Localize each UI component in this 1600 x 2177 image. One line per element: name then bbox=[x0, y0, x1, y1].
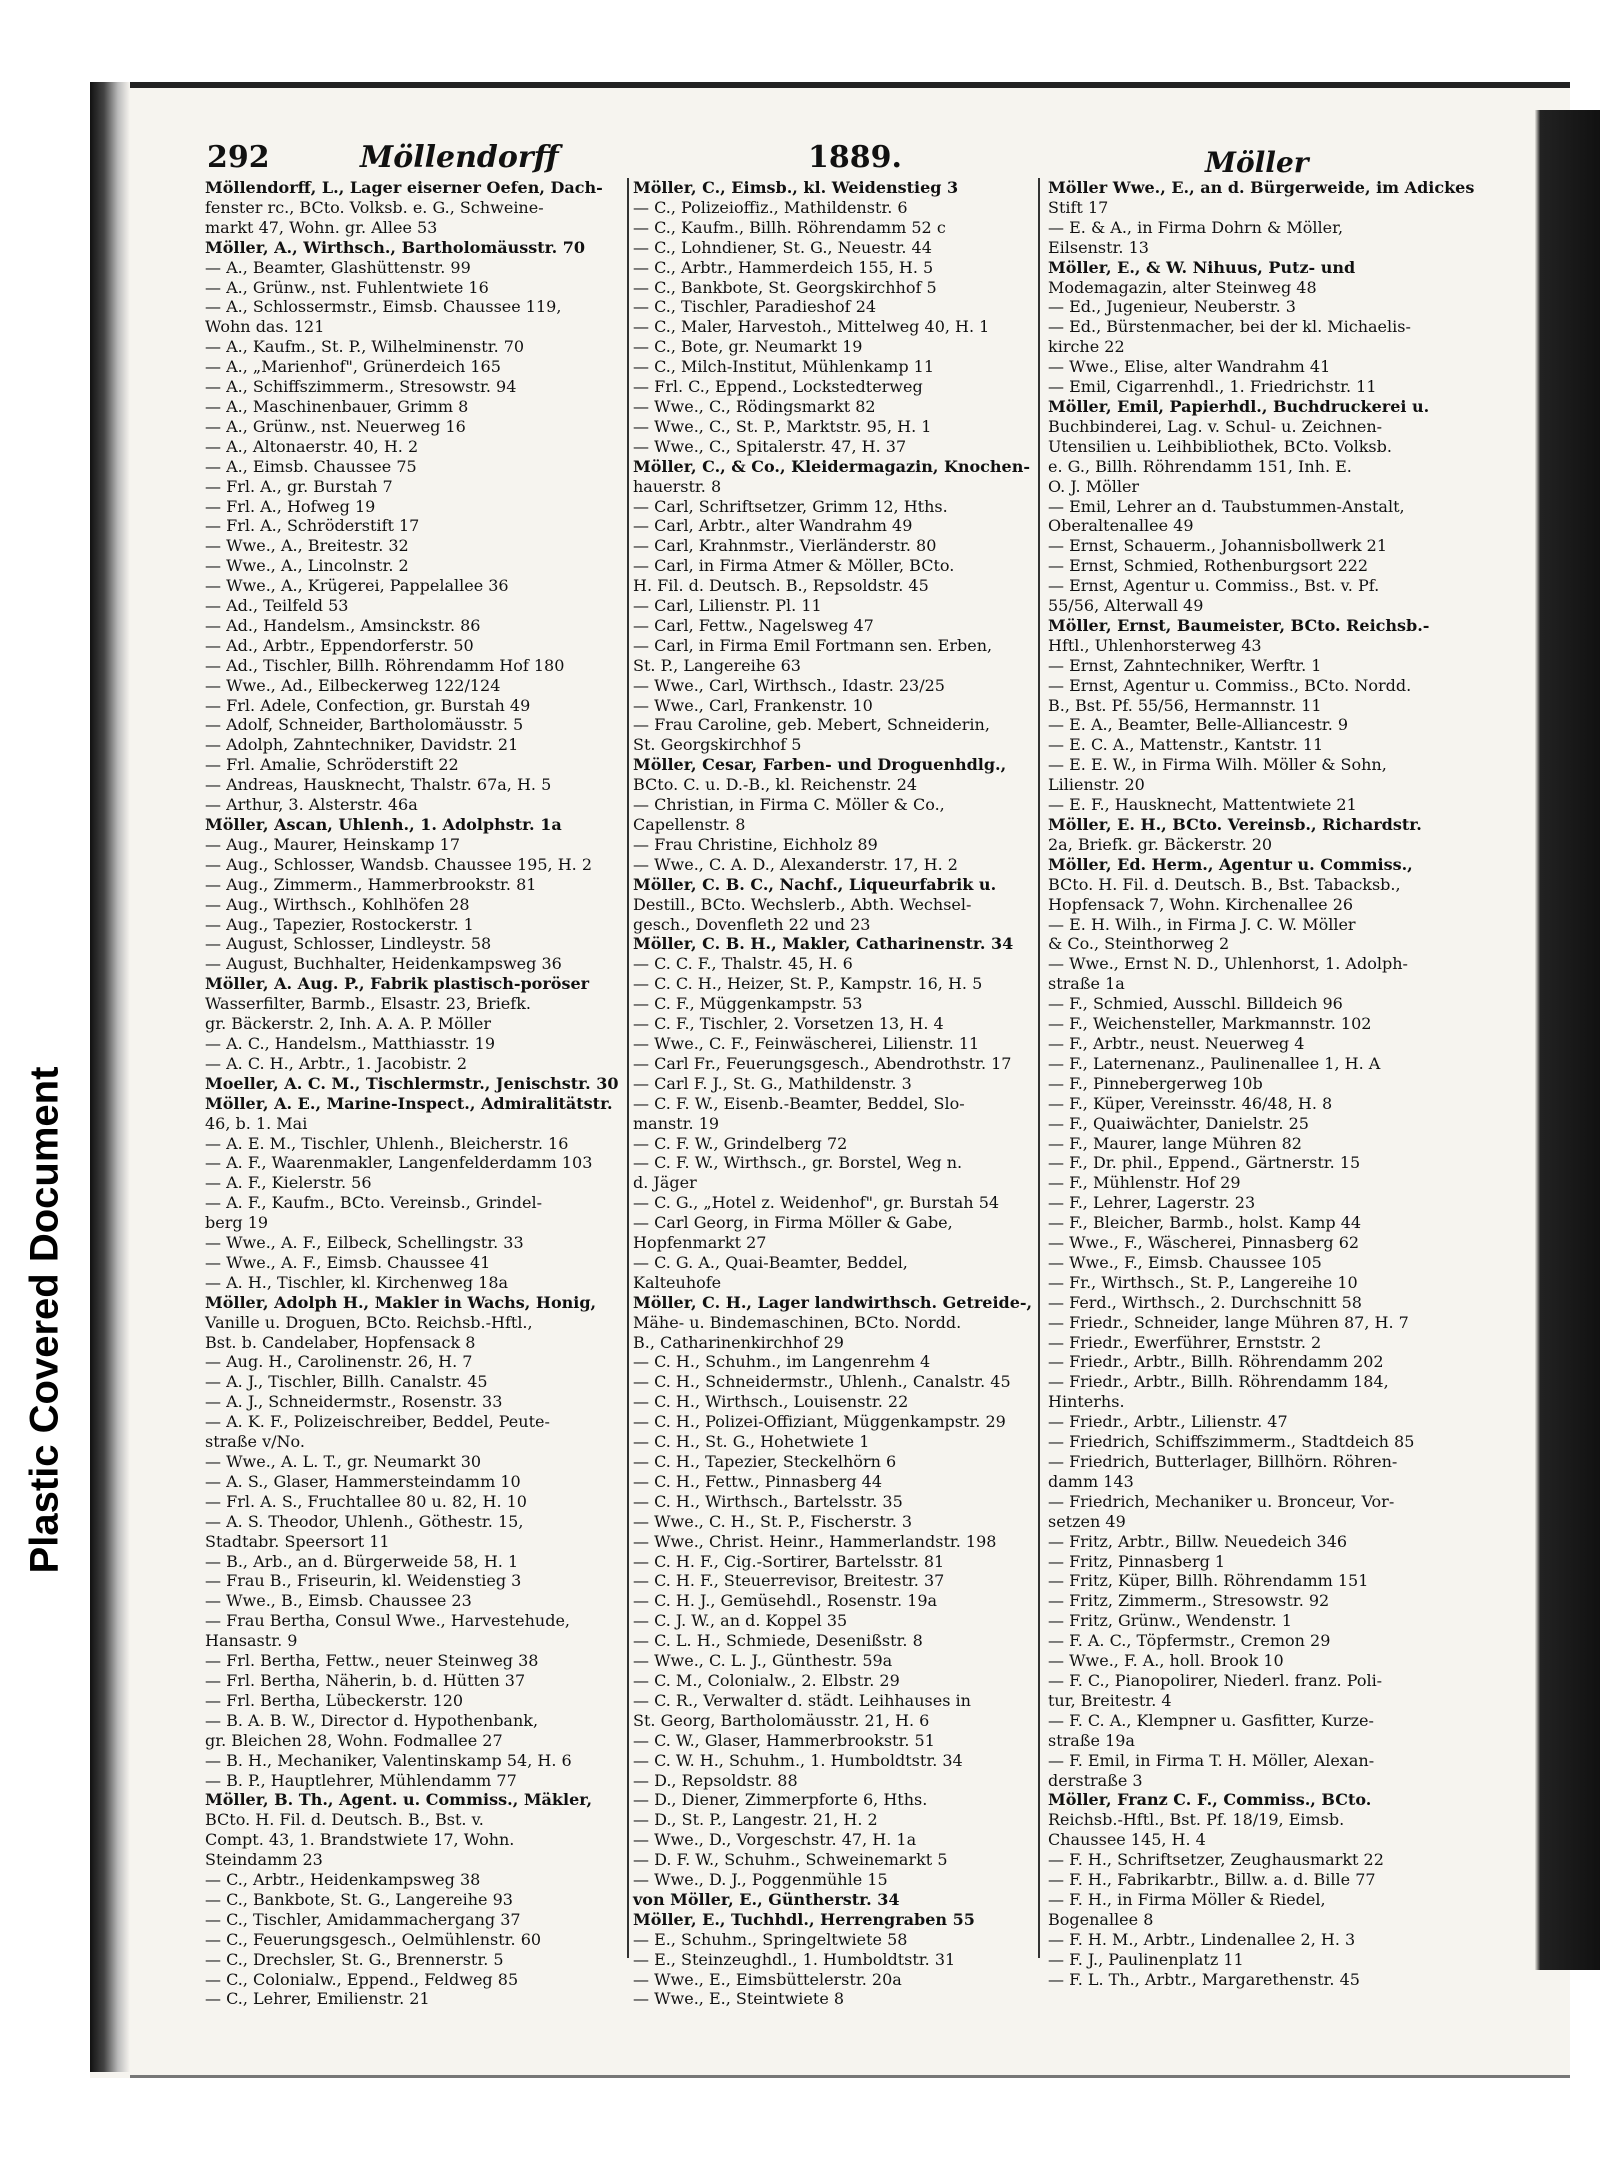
directory-line: — Carl, Fettw., Nagelsweg 47 bbox=[633, 615, 874, 635]
directory-line: — C., Polizeioffiz., Mathildenstr. 6 bbox=[633, 197, 908, 217]
directory-line: — Adolf, Schneider, Bartholomäusstr. 5 bbox=[205, 715, 524, 735]
plastic-covered-label bbox=[0, 1020, 90, 1620]
directory-line: — F. Emil, in Firma T. H. Möller, Alexan- bbox=[1048, 1750, 1375, 1770]
directory-line: — Frau B., Friseurin, kl. Weidenstieg 3 bbox=[205, 1571, 522, 1591]
directory-line: — C., Kaufm., Billh. Röhrendamm 52 c bbox=[633, 217, 946, 237]
directory-line: berg 19 bbox=[205, 1213, 269, 1233]
directory-line: d. Jäger bbox=[633, 1173, 697, 1193]
directory-line: Buchbinderei, Lag. v. Schul- u. Zeichnen- bbox=[1048, 416, 1383, 436]
directory-line: — Ernst, Schauerm., Johannisbollwerk 21 bbox=[1048, 536, 1388, 556]
directory-line: Eilsenstr. 13 bbox=[1048, 237, 1149, 257]
directory-line: — C. H., St. G., Hohetwiete 1 bbox=[633, 1432, 870, 1452]
directory-line: — Frl. A. S., Fruchtallee 80 u. 82, H. 10 bbox=[205, 1491, 527, 1511]
directory-line: — Fritz, Grünw., Wendenstr. 1 bbox=[1048, 1611, 1292, 1631]
directory-line: — A., Beamter, Glashüttenstr. 99 bbox=[205, 257, 471, 277]
directory-line: setzen 49 bbox=[1048, 1511, 1126, 1531]
plastic-covered-text: Plastic Covered Document bbox=[22, 1066, 67, 1574]
directory-line: — Ernst, Agentur u. Commiss., Bst. v. Pf. bbox=[1048, 576, 1380, 596]
directory-line: — Friedrich, Mechaniker u. Bronceur, Vor- bbox=[1048, 1491, 1395, 1511]
directory-line: — A., „Marienhof", Grünerdeich 165 bbox=[205, 357, 501, 377]
directory-line: Vanille u. Droguen, BCto. Reichsb.-Hftl., bbox=[205, 1312, 533, 1332]
directory-line: — Fritz, Arbtr., Billw. Neuedeich 346 bbox=[1048, 1531, 1348, 1551]
directory-line: — Frau Bertha, Consul Wwe., Harvestehude, bbox=[205, 1611, 571, 1631]
directory-line: — Fritz, Küper, Billh. Röhrendamm 151 bbox=[1048, 1571, 1369, 1591]
directory-line: Hftl., Uhlenhorsterweg 43 bbox=[1048, 635, 1262, 655]
directory-line: — A., Schiffszimmerm., Stresowstr. 94 bbox=[205, 377, 517, 397]
directory-line: — B. P., Hauptlehrer, Mühlendamm 77 bbox=[205, 1770, 517, 1790]
directory-line: Möller, Cesar, Farben- und Droguenhdlg., bbox=[633, 755, 1007, 775]
directory-line: — Wwe., Ad., Eilbeckerweg 122/124 bbox=[205, 675, 501, 695]
directory-line: Möller, Ernst, Baumeister, BCto. Reichsb.- bbox=[1048, 615, 1430, 635]
directory-line: & Co., Steinthorweg 2 bbox=[1048, 934, 1230, 954]
directory-line: 46, b. 1. Mai bbox=[205, 1113, 308, 1133]
directory-line: — C., Bankbote, St. G., Langereihe 93 bbox=[205, 1889, 513, 1909]
directory-line: Möller, Franz C. F., Commiss., BCto. bbox=[1048, 1790, 1372, 1810]
directory-line: — C. W. H., Schuhm., 1. Humboldtstr. 34 bbox=[633, 1750, 963, 1770]
directory-line: hauerstr. 8 bbox=[633, 476, 722, 496]
directory-line: — Adolph, Zahntechniker, Davidstr. 21 bbox=[205, 735, 519, 755]
directory-line: straße v/No. bbox=[205, 1432, 305, 1452]
directory-line: Kalteuhofe bbox=[633, 1272, 722, 1292]
directory-line: — A., Schlossermstr., Eimsb. Chaussee 119, bbox=[205, 297, 562, 317]
directory-line: — C. H., Polizei-Offiziant, Müggenkampstr. 29 bbox=[633, 1412, 1006, 1432]
directory-line: Utensilien u. Leihbibliothek, BCto. Volksb. bbox=[1048, 436, 1392, 456]
directory-line: straße 1a bbox=[1048, 974, 1125, 994]
directory-line: gr. Bleichen 28, Wohn. Fodmallee 27 bbox=[205, 1730, 503, 1750]
directory-line: — Wwe., F., Wäscherei, Pinnasberg 62 bbox=[1048, 1233, 1360, 1253]
directory-line: — A. K. F., Polizeischreiber, Beddel, Peute- bbox=[205, 1412, 550, 1432]
directory-line: — F., Bleicher, Barmb., holst. Kamp 44 bbox=[1048, 1213, 1362, 1233]
directory-line: — C. H. F., Steuerrevisor, Breitestr. 37 bbox=[633, 1571, 945, 1591]
directory-line: Möller, E., & W. Nihuus, Putz- und bbox=[1048, 257, 1356, 277]
directory-line: Möller, Ed. Herm., Agentur u. Commiss., bbox=[1048, 854, 1413, 874]
directory-line: — F. H., Schriftsetzer, Zeughausmarkt 22 bbox=[1048, 1850, 1384, 1870]
directory-line: Capellenstr. 8 bbox=[633, 815, 746, 834]
directory-line: — Christian, in Firma C. Möller & Co., bbox=[633, 795, 945, 815]
directory-line: — C. H., Schuhm., im Langenrehm 4 bbox=[633, 1352, 931, 1372]
directory-line: — C. R., Verwalter d. städt. Leihhauses in bbox=[633, 1690, 971, 1710]
directory-line: Möller, C. B. C., Nachf., Liqueurfabrik u. bbox=[633, 874, 997, 894]
directory-line: gesch., Dovenfleth 22 und 23 bbox=[633, 914, 871, 934]
directory-line: e. G., Billh. Röhrendamm 151, Inh. E. bbox=[1048, 456, 1352, 476]
directory-line: — C. M., Colonialw., 2. Elbstr. 29 bbox=[633, 1670, 900, 1690]
directory-line: — Wwe., A. F., Eimsb. Chaussee 41 bbox=[205, 1252, 491, 1272]
directory-line: Möller, Ascan, Uhlenh., 1. Adolphstr. 1a bbox=[205, 815, 562, 834]
directory-line: Möller, Adolph H., Makler in Wachs, Honig, bbox=[205, 1292, 597, 1312]
directory-line: — Arthur, 3. Alsterstr. 46a bbox=[205, 795, 418, 815]
directory-line: — Carl, Schriftsetzer, Grimm 12, Hths. bbox=[633, 496, 948, 516]
directory-line: — Wwe., Christ. Heinr., Hammerlandstr. 198 bbox=[633, 1531, 997, 1551]
directory-line: 2a, Briefk. gr. Bäckerstr. 20 bbox=[1048, 834, 1273, 854]
directory-line: — D., Diener, Zimmerpforte 6, Hths. bbox=[633, 1790, 928, 1810]
directory-line: — E. & A., in Firma Dohrn & Möller, bbox=[1048, 217, 1344, 237]
directory-line: — Ad., Handelsm., Amsinckstr. 86 bbox=[205, 615, 481, 635]
directory-line: Compt. 43, 1. Brandstwiete 17, Wohn. bbox=[205, 1830, 515, 1850]
directory-line: straße 19a bbox=[1048, 1730, 1135, 1750]
directory-line: — A. F., Kielerstr. 56 bbox=[205, 1173, 372, 1193]
directory-line: Möller, A., Wirthsch., Bartholomäusstr. 70 bbox=[205, 237, 586, 257]
directory-line: — Ad., Tischler, Billh. Röhrendamm Hof 180 bbox=[205, 655, 565, 675]
directory-line: — B., Arb., an d. Bürgerweide 58, H. 1 bbox=[205, 1551, 519, 1571]
directory-line: — C. L. H., Schmiede, Desenißstr. 8 bbox=[633, 1631, 923, 1651]
directory-line: — Friedrich, Schiffszimmerm., Stadtdeich 85 bbox=[1048, 1432, 1415, 1452]
directory-line: — F., Schmied, Ausschl. Billdeich 96 bbox=[1048, 994, 1343, 1014]
directory-line: — Aug., Maurer, Heinskamp 17 bbox=[205, 834, 460, 854]
directory-line: — C., Bote, gr. Neumarkt 19 bbox=[633, 337, 863, 357]
directory-line: — Frl. C., Eppend., Lockstedterweg bbox=[633, 377, 923, 397]
directory-line: — Friedr., Ewerführer, Ernststr. 2 bbox=[1048, 1332, 1322, 1352]
directory-line: — Wwe., C. H., St. P., Fischerstr. 3 bbox=[633, 1511, 913, 1531]
directory-line: — C. F. W., Grindelberg 72 bbox=[633, 1133, 848, 1153]
directory-line: markt 47, Wohn. gr. Allee 53 bbox=[205, 217, 438, 237]
directory-column-2 bbox=[633, 178, 1033, 2009]
directory-line: — C. G., „Hotel z. Weidenhof", gr. Burstah 54 bbox=[633, 1193, 1000, 1213]
directory-line: — A. J., Schneidermstr., Rosenstr. 33 bbox=[205, 1392, 503, 1412]
directory-line: BCto. H. Fil. d. Deutsch. B., Bst. v. bbox=[205, 1810, 484, 1830]
directory-line: Bogenallee 8 bbox=[1048, 1909, 1154, 1929]
directory-line: — A. C. H., Arbtr., 1. Jacobistr. 2 bbox=[205, 1053, 468, 1073]
directory-line: — Friedrich, Butterlager, Billhörn. Röhren- bbox=[1048, 1452, 1398, 1471]
directory-line: — F., Pinnebergerweg 10b bbox=[1048, 1073, 1263, 1093]
directory-line: — Frl. Bertha, Lübeckerstr. 120 bbox=[205, 1690, 464, 1710]
directory-line: — Fritz, Pinnasberg 1 bbox=[1048, 1551, 1226, 1571]
directory-line: — A. E. M., Tischler, Uhlenh., Bleicherstr. 16 bbox=[205, 1133, 569, 1153]
directory-line: St. Georgskirchhof 5 bbox=[633, 735, 802, 755]
directory-line: Lilienstr. 20 bbox=[1048, 775, 1145, 795]
directory-line: — Wwe., E., Eimsbüttelerstr. 20a bbox=[633, 1969, 902, 1989]
directory-line: Hopfenmarkt 27 bbox=[633, 1233, 767, 1253]
directory-line: — Carl, Krahnmstr., Vierländerstr. 80 bbox=[633, 536, 937, 556]
directory-line: — C., Arbtr., Hammerdeich 155, H. 5 bbox=[633, 257, 934, 277]
directory-line: Möllendorff, L., Lager eiserner Oefen, Dach- bbox=[205, 178, 603, 197]
directory-line: — C. W., Glaser, Hammerbrookstr. 51 bbox=[633, 1730, 935, 1750]
directory-line: — Wwe., C., Rödingsmarkt 82 bbox=[633, 396, 876, 416]
directory-line: — Wwe., D. J., Poggenmühle 15 bbox=[633, 1870, 888, 1890]
directory-line: — Aug., Tapezier, Rostockerstr. 1 bbox=[205, 914, 474, 934]
directory-line: — A., Grünw., nst. Fuhlentwiete 16 bbox=[205, 277, 489, 297]
directory-line: — Wwe., C., St. P., Marktstr. 95, H. 1 bbox=[633, 416, 932, 436]
directory-line: — Frl. Adele, Confection, gr. Burstah 49 bbox=[205, 695, 531, 715]
directory-line: — Friedr., Schneider, lange Mühren 87, H. 7 bbox=[1048, 1312, 1409, 1332]
directory-line: — C., Feuerungsgesch., Oelmühlenstr. 60 bbox=[205, 1929, 542, 1949]
directory-line: manstr. 19 bbox=[633, 1113, 720, 1133]
directory-line: — A. S. Theodor, Uhlenh., Göthestr. 15, bbox=[205, 1511, 524, 1531]
directory-line: — F., Dr. phil., Eppend., Gärtnerstr. 15 bbox=[1048, 1153, 1361, 1173]
directory-line: — Wwe., A. L. T., gr. Neumarkt 30 bbox=[205, 1452, 482, 1471]
directory-line: — Wwe., A. F., Eilbeck, Schellingstr. 33 bbox=[205, 1233, 524, 1253]
page-left-shadow bbox=[90, 82, 130, 2072]
directory-line: — C. H., Fettw., Pinnasberg 44 bbox=[633, 1471, 883, 1491]
directory-line: — C. H., Tapezier, Steckelhörn 6 bbox=[633, 1452, 897, 1471]
directory-line: B., Catharinenkirchhof 29 bbox=[633, 1332, 844, 1352]
directory-line: Stift 17 bbox=[1048, 197, 1109, 217]
directory-line: — C. H., Wirthsch., Bartelsstr. 35 bbox=[633, 1491, 903, 1511]
directory-line: tur, Breitestr. 4 bbox=[1048, 1690, 1172, 1710]
directory-line: — Wwe., A., Lincolnstr. 2 bbox=[205, 556, 409, 576]
directory-line: — Frl. A., Hofweg 19 bbox=[205, 496, 376, 516]
directory-line: — Frl. A., gr. Burstah 7 bbox=[205, 476, 393, 496]
directory-line: — Wwe., Ernst N. D., Uhlenhorst, 1. Adolph- bbox=[1048, 954, 1408, 974]
directory-line: St. Georg, Bartholomäusstr. 21, H. 6 bbox=[633, 1710, 930, 1730]
directory-line: Möller, C. H., Lager landwirthsch. Getreide-, bbox=[633, 1292, 1033, 1312]
directory-line: — C. F., Müggenkampstr. 53 bbox=[633, 994, 863, 1014]
directory-line: — Wwe., C. L. J., Günthestr. 59a bbox=[633, 1651, 893, 1671]
directory-line: — B. H., Mechaniker, Valentinskamp 54, H. 6 bbox=[205, 1750, 572, 1770]
directory-line: Möller, E., Tuchhdl., Herrengraben 55 bbox=[633, 1909, 975, 1929]
directory-line: — Frau Christine, Eichholz 89 bbox=[633, 834, 878, 854]
directory-line: — A., Altonaerstr. 40, H. 2 bbox=[205, 436, 419, 456]
directory-line: — Fritz, Zimmerm., Stresowstr. 92 bbox=[1048, 1591, 1330, 1611]
directory-line: — Friedr., Arbtr., Billh. Röhrendamm 202 bbox=[1048, 1352, 1384, 1372]
directory-line: — C., Tischler, Amidammachergang 37 bbox=[205, 1909, 521, 1929]
directory-line: — Wwe., C., Spitalerstr. 47, H. 37 bbox=[633, 436, 907, 456]
directory-line: — E., Schuhm., Springeltwiete 58 bbox=[633, 1929, 908, 1949]
directory-line: — Ad., Arbtr., Eppendorferstr. 50 bbox=[205, 635, 474, 655]
directory-line: — Frl. Bertha, Fettw., neuer Steinweg 38 bbox=[205, 1651, 539, 1671]
directory-line: — Emil, Cigarrenhdl., 1. Friedrichstr. 11 bbox=[1048, 377, 1377, 397]
directory-line: — C., Colonialw., Eppend., Feldweg 85 bbox=[205, 1969, 519, 1989]
directory-line: — C., Lehrer, Emilienstr. 21 bbox=[205, 1989, 430, 2009]
directory-line: — Fr., Wirthsch., St. P., Langereihe 10 bbox=[1048, 1272, 1358, 1292]
directory-line: — C., Maler, Harvestoh., Mittelweg 40, H. 1 bbox=[633, 317, 990, 337]
directory-line: — C., Arbtr., Heidenkampsweg 38 bbox=[205, 1870, 481, 1890]
directory-line: Chaussee 145, H. 4 bbox=[1048, 1830, 1206, 1850]
directory-line: — Ed., Bürstenmacher, bei der kl. Michaelis- bbox=[1048, 317, 1411, 337]
directory-line: — Wwe., E., Steintwiete 8 bbox=[633, 1989, 845, 2009]
directory-line: — Andreas, Hausknecht, Thalstr. 67a, H. 5 bbox=[205, 775, 552, 795]
directory-line: — Emil, Lehrer an d. Taubstummen-Anstalt, bbox=[1048, 496, 1405, 516]
directory-line: — C., Lohndiener, St. G., Neuestr. 44 bbox=[633, 237, 932, 257]
directory-line: Möller, C. B. H., Makler, Catharinenstr. 34 bbox=[633, 934, 1014, 954]
directory-line: Möller, B. Th., Agent. u. Commiss., Mäkler, bbox=[205, 1790, 593, 1810]
directory-line: Wohn das. 121 bbox=[205, 317, 325, 337]
directory-line: — C. H., Wirthsch., Louisenstr. 22 bbox=[633, 1392, 909, 1412]
directory-line: — Wwe., D., Vorgeschstr. 47, H. 1a bbox=[633, 1830, 917, 1850]
directory-line: — Ed., Jugenieur, Neuberstr. 3 bbox=[1048, 297, 1296, 317]
directory-line: Stadtabr. Speersort 11 bbox=[205, 1531, 390, 1551]
directory-line: — A. S., Glaser, Hammersteindamm 10 bbox=[205, 1471, 521, 1491]
directory-line: — A., Grünw., nst. Neuerweg 16 bbox=[205, 416, 466, 436]
directory-line: — F., Quaiwächter, Danielstr. 25 bbox=[1048, 1113, 1309, 1133]
directory-line: — F. L. Th., Arbtr., Margarethenstr. 45 bbox=[1048, 1969, 1360, 1989]
directory-line: — August, Schlosser, Lindleystr. 58 bbox=[205, 934, 492, 954]
directory-line: Moeller, A. C. M., Tischlermstr., Jenischstr. 30 bbox=[205, 1073, 619, 1093]
directory-line: — C. F. W., Eisenb.-Beamter, Beddel, Slo- bbox=[633, 1093, 965, 1113]
directory-line: — E., Steinzeughdl., 1. Humboldtstr. 31 bbox=[633, 1949, 956, 1969]
directory-line: — F. A. C., Töpfermstr., Cremon 29 bbox=[1048, 1631, 1331, 1651]
directory-line: — E. C. A., Mattenstr., Kantstr. 11 bbox=[1048, 735, 1324, 755]
directory-line: — E. F., Hausknecht, Mattentwiete 21 bbox=[1048, 795, 1357, 815]
directory-line: Möller, Emil, Papierhdl., Buchdruckerei u. bbox=[1048, 396, 1430, 416]
directory-line: — Carl F. J., St. G., Mathildenstr. 3 bbox=[633, 1073, 912, 1093]
directory-line: — Ad., Teilfeld 53 bbox=[205, 596, 349, 616]
directory-line: Reichsb.-Hftl., Bst. Pf. 18/19, Eimsb. bbox=[1048, 1810, 1345, 1830]
directory-line: — B. A. B. W., Director d. Hypothenbank, bbox=[205, 1710, 539, 1730]
directory-line: — C. F. W., Wirthsch., gr. Borstel, Weg n. bbox=[633, 1153, 963, 1173]
directory-line: — F. H., Fabrikarbtr., Billw. a. d. Bille 77 bbox=[1048, 1870, 1376, 1890]
directory-line: — A. F., Kaufm., BCto. Vereinsb., Grindel- bbox=[205, 1193, 542, 1213]
directory-line: B., Bst. Pf. 55/56, Hermannstr. 11 bbox=[1048, 695, 1322, 715]
directory-line: — F. H., in Firma Möller & Riedel, bbox=[1048, 1889, 1326, 1909]
directory-line: — Frau Caroline, geb. Mebert, Schneiderin, bbox=[633, 715, 990, 735]
directory-line: derstraße 3 bbox=[1048, 1770, 1143, 1790]
directory-line: — E. E. W., in Firma Wilh. Möller & Sohn, bbox=[1048, 755, 1387, 775]
directory-line: Bst. b. Candelaber, Hopfensack 8 bbox=[205, 1332, 476, 1352]
page-year: 1889. bbox=[808, 140, 902, 175]
directory-line: — Wwe., C. F., Feinwäscherei, Lilienstr. 11 bbox=[633, 1033, 980, 1053]
directory-line: — Wwe., A., Krügerei, Pappelallee 36 bbox=[205, 576, 509, 596]
directory-line: — F., Küper, Vereinsstr. 46/48, H. 8 bbox=[1048, 1093, 1333, 1113]
directory-line: gr. Bäckerstr. 2, Inh. A. A. P. Möller bbox=[205, 1014, 492, 1034]
directory-line: — C. H., Schneidermstr., Uhlenh., Canalstr. 45 bbox=[633, 1372, 1011, 1392]
page-bottom-edge bbox=[130, 2075, 1570, 2078]
directory-line: — A., Kaufm., St. P., Wilhelminenstr. 70 bbox=[205, 337, 525, 357]
directory-line: — C. H. J., Gemüsehdl., Rosenstr. 19a bbox=[633, 1591, 938, 1611]
directory-line: St. P., Langereihe 63 bbox=[633, 655, 801, 675]
directory-line: Möller, C., & Co., Kleidermagazin, Knochen- bbox=[633, 456, 1031, 476]
directory-line: Möller, E. H., BCto. Vereinsb., Richardstr. bbox=[1048, 815, 1422, 834]
directory-line: — C. C. F., Thalstr. 45, H. 6 bbox=[633, 954, 853, 974]
directory-line: — Ferd., Wirthsch., 2. Durchschnitt 58 bbox=[1048, 1292, 1362, 1312]
directory-line: — Ernst, Agentur u. Commiss., BCto. Nordd. bbox=[1048, 675, 1412, 695]
directory-line: — Ernst, Schmied, Rothenburgsort 222 bbox=[1048, 556, 1369, 576]
directory-line: — F., Lehrer, Lagerstr. 23 bbox=[1048, 1193, 1256, 1213]
directory-line: — Aug., Schlosser, Wandsb. Chaussee 195, H. 2 bbox=[205, 854, 592, 874]
directory-line: Modemagazin, alter Steinweg 48 bbox=[1048, 277, 1317, 297]
directory-line: — Wwe., Carl, Wirthsch., Idastr. 23/25 bbox=[633, 675, 945, 695]
page-number: 292 bbox=[207, 140, 270, 175]
directory-line: — D., Repsoldstr. 88 bbox=[633, 1770, 798, 1790]
directory-line: — F., Weichensteller, Markmannstr. 102 bbox=[1048, 1014, 1372, 1034]
directory-line: Möller, C., Eimsb., kl. Weidenstieg 3 bbox=[633, 178, 959, 197]
directory-line: — A., Eimsb. Chaussee 75 bbox=[205, 456, 417, 476]
directory-line: — Wwe., C. A. D., Alexanderstr. 17, H. 2 bbox=[633, 854, 958, 874]
directory-line: — Carl Fr., Feuerungsgesch., Abendrothstr. 17 bbox=[633, 1053, 1012, 1073]
directory-line: — C. G. A., Quai-Beamter, Beddel, bbox=[633, 1252, 908, 1272]
directory-column-1 bbox=[205, 178, 623, 2009]
directory-line: kirche 22 bbox=[1048, 337, 1125, 357]
directory-line: — Carl, in Firma Atmer & Möller, BCto. bbox=[633, 556, 955, 576]
directory-line: — A. H., Tischler, kl. Kirchenweg 18a bbox=[205, 1272, 509, 1292]
directory-line: — C. F., Tischler, 2. Vorsetzen 13, H. 4 bbox=[633, 1014, 944, 1034]
directory-line: — E. A., Beamter, Belle-Alliancestr. 9 bbox=[1048, 715, 1349, 735]
directory-line: — Wwe., Elise, alter Wandrahm 41 bbox=[1048, 357, 1331, 377]
directory-line: — D. F. W., Schuhm., Schweinemarkt 5 bbox=[633, 1850, 948, 1870]
directory-line: — C., Drechsler, St. G., Brennerstr. 5 bbox=[205, 1949, 504, 1969]
directory-line: — Wwe., F. A., holl. Brook 10 bbox=[1048, 1651, 1284, 1671]
directory-line: Mähe- u. Bindemaschinen, BCto. Nordd. bbox=[633, 1312, 962, 1332]
directory-line: BCto. H. Fil. d. Deutsch. B., Bst. Tabacksb., bbox=[1048, 874, 1401, 894]
directory-line: fenster rc., BCto. Volksb. e. G., Schweine- bbox=[205, 197, 544, 217]
directory-line: — C. C. H., Heizer, St. P., Kampstr. 16, H. 5 bbox=[633, 974, 983, 994]
directory-line: — C., Tischler, Paradieshof 24 bbox=[633, 297, 877, 317]
directory-line: — C., Milch-Institut, Mühlenkamp 11 bbox=[633, 357, 934, 377]
directory-line: O. J. Möller bbox=[1048, 476, 1140, 496]
directory-line: — C. J. W., an d. Koppel 35 bbox=[633, 1611, 848, 1631]
directory-line: — Aug., Zimmerm., Hammerbrookstr. 81 bbox=[205, 874, 537, 894]
directory-line: — F., Arbtr., neust. Neuerweg 4 bbox=[1048, 1033, 1305, 1053]
directory-line: — D., St. P., Langestr. 21, H. 2 bbox=[633, 1810, 878, 1830]
directory-line: — Carl, Lilienstr. Pl. 11 bbox=[633, 596, 822, 616]
directory-line: — C., Bankbote, St. Georgskirchhof 5 bbox=[633, 277, 937, 297]
directory-line: — Frl. Amalie, Schröderstift 22 bbox=[205, 755, 459, 775]
directory-line: Steindamm 23 bbox=[205, 1850, 323, 1870]
directory-line: — A., Maschinenbauer, Grimm 8 bbox=[205, 396, 469, 416]
right-running-head: Möller bbox=[1205, 146, 1309, 179]
directory-line: Möller Wwe., E., an d. Bürgerweide, im Adickes bbox=[1048, 178, 1475, 197]
directory-line: — Friedr., Arbtr., Billh. Röhrendamm 184, bbox=[1048, 1372, 1389, 1392]
directory-line: — F. J., Paulinenplatz 11 bbox=[1048, 1949, 1244, 1969]
directory-line: — Friedr., Arbtr., Lilienstr. 47 bbox=[1048, 1412, 1288, 1432]
directory-line: — Carl, Arbtr., alter Wandrahm 49 bbox=[633, 516, 913, 536]
directory-line: — Ernst, Zahntechniker, Werftr. 1 bbox=[1048, 655, 1322, 675]
directory-line: Möller, A. Aug. P., Fabrik plastisch-poröser bbox=[205, 974, 590, 994]
directory-line: — F. C., Pianopolirer, Niederl. franz. Poli- bbox=[1048, 1670, 1383, 1690]
directory-line: — F. H. M., Arbtr., Lindenallee 2, H. 3 bbox=[1048, 1929, 1356, 1949]
directory-line: — F., Mühlenstr. Hof 29 bbox=[1048, 1173, 1241, 1193]
directory-line: von Möller, E., Güntherstr. 34 bbox=[633, 1889, 900, 1909]
column-divider-2 bbox=[1038, 178, 1040, 1958]
directory-line: Destill., BCto. Wechslerb., Abth. Wechsel- bbox=[633, 894, 972, 914]
directory-line: Möller, A. E., Marine-Inspect., Admiralitätstr. bbox=[205, 1093, 613, 1113]
directory-line: — F., Maurer, lange Mühren 82 bbox=[1048, 1133, 1302, 1153]
directory-line: — Wwe., A., Breitestr. 32 bbox=[205, 536, 409, 556]
directory-line: — A. C., Handelsm., Matthiasstr. 19 bbox=[205, 1033, 496, 1053]
page-right-edge bbox=[1535, 110, 1600, 1970]
directory-line: Oberaltenallee 49 bbox=[1048, 516, 1194, 536]
column-divider-1 bbox=[627, 178, 629, 1958]
directory-line: — Aug. H., Carolinenstr. 26, H. 7 bbox=[205, 1352, 473, 1372]
directory-line: — Wwe., F., Eimsb. Chaussee 105 bbox=[1048, 1252, 1322, 1272]
directory-line: — E. H. Wilh., in Firma J. C. W. Möller bbox=[1048, 914, 1356, 934]
directory-line: H. Fil. d. Deutsch. B., Repsoldstr. 45 bbox=[633, 576, 929, 596]
directory-line: — F. C. A., Klempner u. Gasfitter, Kurze- bbox=[1048, 1710, 1374, 1730]
directory-line: — Frl. A., Schröderstift 17 bbox=[205, 516, 420, 536]
directory-line: Wasserfilter, Barmb., Elsastr. 23, Briefk. bbox=[205, 994, 531, 1014]
directory-line: Hinterhs. bbox=[1048, 1392, 1125, 1412]
directory-line: 55/56, Alterwall 49 bbox=[1048, 596, 1204, 616]
directory-line: — C. H. F., Cig.-Sortirer, Bartelsstr. 81 bbox=[633, 1551, 945, 1571]
directory-column-3 bbox=[1048, 178, 1475, 1989]
directory-line: Hopfensack 7, Wohn. Kirchenallee 26 bbox=[1048, 894, 1354, 914]
directory-line: — Wwe., B., Eimsb. Chaussee 23 bbox=[205, 1591, 472, 1611]
directory-line: — Carl Georg, in Firma Möller & Gabe, bbox=[633, 1213, 953, 1233]
directory-line: — Wwe., Carl, Frankenstr. 10 bbox=[633, 695, 873, 715]
directory-line: BCto. C. u. D.-B., kl. Reichenstr. 24 bbox=[633, 775, 918, 795]
left-running-head: Möllendorff bbox=[360, 140, 559, 175]
directory-line: damm 143 bbox=[1048, 1471, 1134, 1491]
directory-line: — August, Buchhalter, Heidenkampsweg 36 bbox=[205, 954, 562, 974]
directory-line: — Frl. Bertha, Näherin, b. d. Hütten 37 bbox=[205, 1670, 526, 1690]
directory-line: Hansastr. 9 bbox=[205, 1631, 298, 1651]
directory-line: — F., Laternenanz., Paulinenallee 1, H. A bbox=[1048, 1053, 1381, 1073]
directory-line: — A. J., Tischler, Billh. Canalstr. 45 bbox=[205, 1372, 488, 1392]
directory-line: — Carl, in Firma Emil Fortmann sen. Erben, bbox=[633, 635, 993, 655]
directory-line: — Aug., Wirthsch., Kohlhöfen 28 bbox=[205, 894, 470, 914]
directory-line: — A. F., Waarenmakler, Langenfelderdamm 103 bbox=[205, 1153, 593, 1173]
